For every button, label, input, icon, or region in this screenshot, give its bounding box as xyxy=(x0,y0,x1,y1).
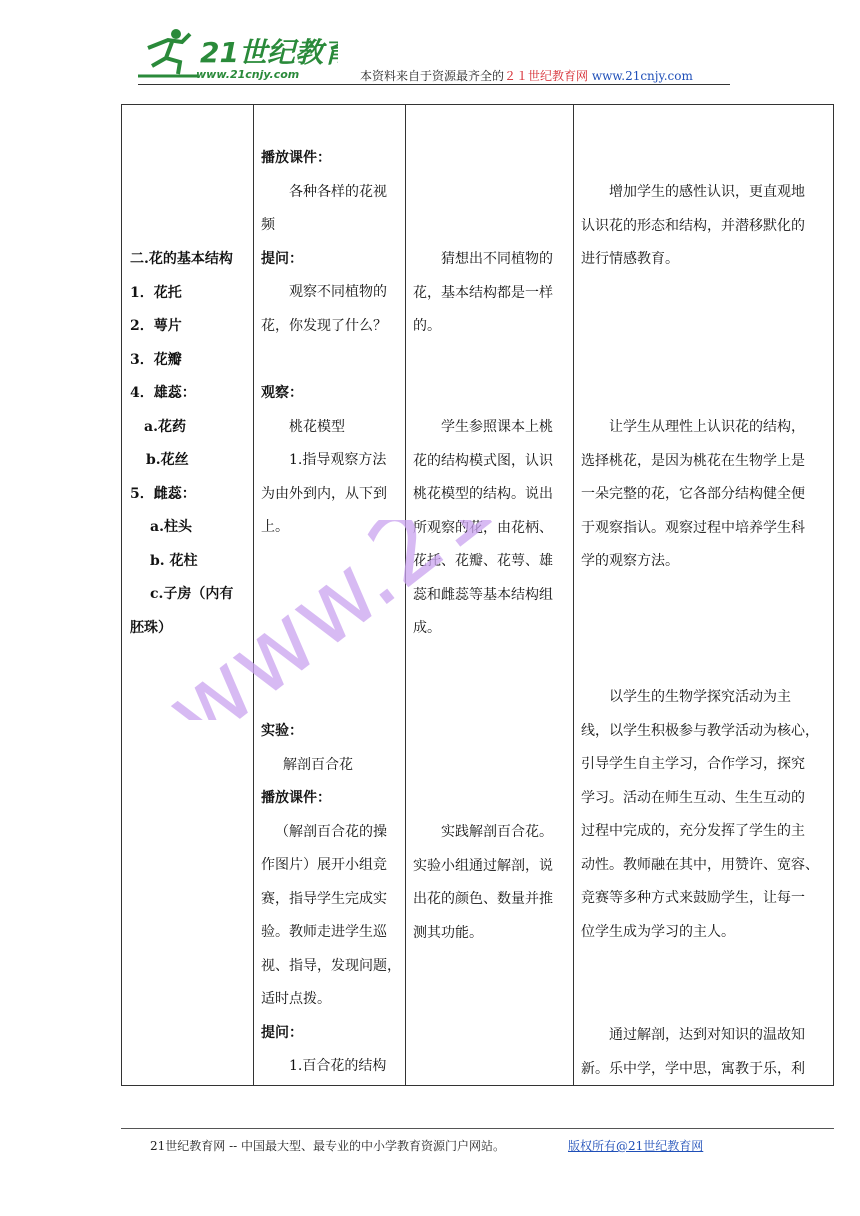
site-logo xyxy=(138,26,338,86)
intent-column-3 xyxy=(581,681,831,949)
content-line: 胚珠） xyxy=(130,619,172,636)
student-line: 花，基本结构都是一样 xyxy=(413,284,553,301)
intent-column-4 xyxy=(581,1019,831,1086)
student-column-experiment xyxy=(413,816,571,950)
teacher-line: 为由外到内，从下到 xyxy=(261,485,387,502)
lesson-table xyxy=(121,104,834,1086)
intent-column-2 xyxy=(581,411,831,579)
student-line: 实验小组通过解剖，说 xyxy=(413,857,553,874)
header-note-site: ２１世纪教育网 xyxy=(504,69,589,83)
content-line: c.子房（内有 xyxy=(150,586,234,602)
student-line: 猜想出不同植物的 xyxy=(441,251,553,267)
student-line: 所观察的花，由花柄、 xyxy=(413,519,553,536)
student-line: 测其功能。 xyxy=(413,924,483,941)
intent-line: 学的观察方法。 xyxy=(581,553,679,569)
content-line: 1．花托 xyxy=(130,284,182,301)
intent-line: 进行情感教育。 xyxy=(581,251,679,267)
teacher-line: 频 xyxy=(261,217,275,233)
intent-column-1 xyxy=(581,176,831,277)
intent-line: 选择桃花，是因为桃花在生物学上是 xyxy=(581,452,805,469)
intent-line: 引导学生自主学习，合作学习，探究 xyxy=(581,756,805,772)
intent-line: 让学生从理性上认识花的结构， xyxy=(609,419,805,435)
teacher-line: 播放课件： xyxy=(261,150,331,166)
teacher-line: 实验： xyxy=(261,723,303,739)
teacher-column-experiment xyxy=(261,715,403,1084)
teacher-line: 花，你发现了什么？ xyxy=(261,317,387,334)
intent-line: 位学生成为学习的主人。 xyxy=(581,923,735,940)
teacher-line: 各种各样的花视 xyxy=(289,183,387,200)
content-line: a.花药 xyxy=(144,418,186,435)
content-line: 3．花瓣 xyxy=(130,351,182,368)
teacher-line: 播放课件： xyxy=(261,790,331,806)
column-divider xyxy=(253,105,254,1085)
intent-line: 动性。教师融在其中，用赞许、宽容、 xyxy=(581,856,819,873)
intent-line: 以学生的生物学探究活动为主 xyxy=(609,689,791,705)
intent-line: 通过解剖，达到对知识的温故知 xyxy=(609,1027,805,1043)
intent-line: 过程中完成的，充分发挥了学生的主 xyxy=(581,823,805,839)
teacher-line: 解剖百合花 xyxy=(283,756,353,773)
intent-line: 增加学生的感性认识，更直观地 xyxy=(609,184,805,200)
student-line: 出花的颜色、数量并推 xyxy=(413,891,553,907)
logo-url: www.21cnjy.com xyxy=(196,68,300,81)
teacher-line: 提问： xyxy=(261,1024,303,1041)
teacher-line: 1.指导观察方法 xyxy=(289,452,387,468)
intent-line: 认识花的形态和结构，并潜移默化的 xyxy=(581,217,805,234)
student-line: 花托、花瓣、花萼、雄 xyxy=(413,553,553,569)
column-divider xyxy=(573,105,574,1085)
teacher-column-observe xyxy=(261,377,403,545)
content-line: 二.花的基本结构 xyxy=(130,251,233,267)
teacher-line: 适时点拨。 xyxy=(261,991,331,1007)
teacher-line: 观察不同植物的 xyxy=(289,284,387,300)
intent-line: 竞赛等多种方式来鼓励学生，让每一 xyxy=(581,890,805,906)
intent-line: 于观察指认。观察过程中培养学生科 xyxy=(581,519,805,536)
content-line: a.柱头 xyxy=(150,519,192,535)
student-column-observe xyxy=(413,411,571,646)
intent-line: 新。乐中学，学中思，寓教于乐，利 xyxy=(581,1060,805,1077)
header-note-prefix: 本资料来自于资源最齐全的 xyxy=(360,69,505,83)
student-line: 实践解剖百合花。 xyxy=(441,824,553,840)
student-column-guess xyxy=(413,243,571,344)
header-divider xyxy=(138,84,730,85)
logo-text: 21世纪教育 xyxy=(200,36,338,69)
teacher-line: 上。 xyxy=(261,519,289,535)
footer-divider xyxy=(121,1128,834,1129)
content-line: 4．雄蕊： xyxy=(130,385,196,401)
teacher-line: 赛，指导学生完成实 xyxy=(261,890,387,907)
teacher-line: 1.百合花的结构 xyxy=(289,1058,387,1074)
runner-icon xyxy=(138,29,198,76)
teacher-line: 提问： xyxy=(261,250,303,267)
student-line: 蕊和雌蕊等基本结构组 xyxy=(413,586,553,603)
teacher-line: 验。教师走进学生巡 xyxy=(261,924,387,940)
teacher-column-top xyxy=(261,142,403,343)
header-note xyxy=(360,67,693,84)
footer-note: 21世纪教育网 -- 中国最大型、最专业的中小学教育资源门户网站。 xyxy=(150,1139,506,1153)
student-line: 成。 xyxy=(413,620,441,636)
teacher-line: 作图片）展开小组竞 xyxy=(261,857,387,873)
teacher-line: 观察： xyxy=(261,385,303,401)
content-line: b. 花柱 xyxy=(150,552,198,569)
copyright-link[interactable]: 版权所有@21世纪教育网 xyxy=(568,1139,704,1153)
intent-line: 线，以学生积极参与教学活动为核心， xyxy=(581,722,819,739)
intent-line: 一朵完整的花，它各部分结构健全便 xyxy=(581,486,805,502)
column-divider xyxy=(405,105,406,1085)
content-column xyxy=(130,243,252,645)
intent-line: 学习。活动在师生互动、生生互动的 xyxy=(581,789,805,806)
teacher-line: （解剖百合花的操 xyxy=(275,823,387,840)
teacher-line: 视、指导，发现问题， xyxy=(261,957,401,974)
content-line: b.花丝 xyxy=(146,452,189,468)
student-line: 的。 xyxy=(413,318,441,334)
student-line: 学生参照课本上桃 xyxy=(441,419,553,435)
student-line: 桃花模型的结构。说出 xyxy=(413,486,553,502)
teacher-line: 桃花模型 xyxy=(289,418,345,435)
content-line: 2．萼片 xyxy=(130,318,182,334)
header-note-url[interactable]: www.21cnjy.com xyxy=(591,69,693,83)
student-line: 花的结构模式图，认识 xyxy=(413,452,553,469)
content-line: 5．雌蕊： xyxy=(130,485,196,502)
